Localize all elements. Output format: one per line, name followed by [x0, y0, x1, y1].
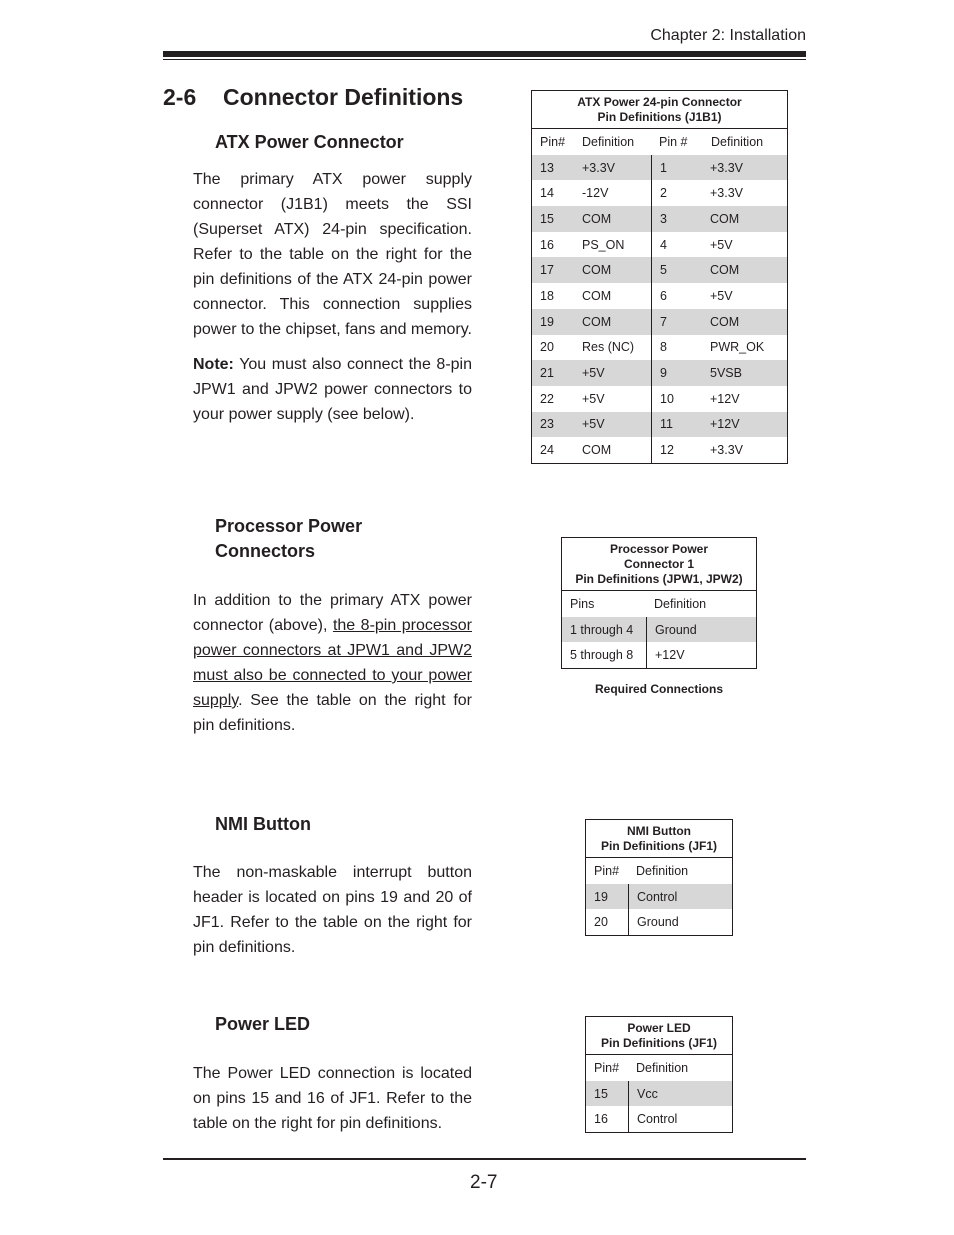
- atx-heading: ATX Power Connector: [215, 132, 404, 152]
- processor-table-row: [562, 642, 756, 668]
- atx-table-cell: 23: [540, 417, 554, 432]
- power-led-pin-table: [585, 1016, 733, 1133]
- nmi-table-row: [586, 884, 732, 910]
- chapter-header: Chapter 2: Installation: [650, 27, 806, 44]
- power-led-table-body: [586, 1081, 732, 1132]
- atx-table-row: [532, 155, 787, 181]
- atx-table-cell: COM: [582, 263, 612, 278]
- atx-table-row: [532, 386, 787, 412]
- atx-table-cell: 21: [540, 366, 554, 381]
- processor-table-cell: Ground: [655, 622, 697, 637]
- atx-table-cell: 22: [540, 391, 554, 406]
- nmi-table-caption: [586, 820, 732, 858]
- nmi-table-body: [586, 884, 732, 935]
- atx-note: [193, 352, 472, 427]
- atx-table-cell: +3.3V: [710, 443, 744, 458]
- atx-paragraph: The primary ATX power supply connector (J1B1) meets the SSI (Superset ATX) 24-pin specification. Refer to the table on the right for the pin definitions of the ATX 24-pin power connector. This connection supplies power to the chipset, fans and memory.: [193, 171, 472, 338]
- power-led-table-cell: Control: [637, 1112, 678, 1127]
- atx-table-cell: 7: [660, 314, 667, 329]
- atx-table-cell: PS_ON: [582, 237, 625, 252]
- nmi-paragraph: The non-maskable interrupt button header is located on pins 19 and 20 of JF1. Refer to the table on the right for pin definitions.: [193, 864, 472, 956]
- nmi-header-pin: Pin#: [594, 863, 620, 878]
- power-led-header-pin: Pin#: [594, 1060, 620, 1075]
- atx-table-cell: 9: [660, 366, 667, 381]
- atx-table-header: [532, 129, 787, 155]
- atx-table-cell: 18: [540, 288, 554, 303]
- note-label: Note:: [193, 356, 234, 373]
- processor-para-underlined: the 8-pin processor power connectors at JPW1 and JPW2 must also be connected to your power supply: [193, 617, 472, 709]
- atx-table-cell: +3.3V: [710, 160, 744, 175]
- nmi-table-cell: 19: [594, 889, 608, 904]
- atx-header-pin1: Pin#: [540, 134, 566, 149]
- atx-table-cell: COM: [582, 443, 612, 458]
- atx-header-pin2: Pin #: [659, 134, 688, 149]
- atx-table-caption: [532, 91, 787, 129]
- atx-table-row: [532, 335, 787, 361]
- power-led-paragraph: The Power LED connection is located on pins 15 and 16 of JF1. Refer to the table on the right for pin definitions.: [193, 1065, 472, 1132]
- processor-heading-line1: Processor Power: [215, 516, 363, 536]
- atx-table-cell: 19: [540, 314, 554, 329]
- power-led-caption-line2: Pin Definitions (JF1): [600, 1036, 717, 1050]
- atx-table-cell: 13: [540, 160, 554, 175]
- atx-table-cell: PWR_OK: [710, 340, 765, 355]
- power-led-table-header: [586, 1055, 732, 1081]
- atx-table-row: [532, 309, 787, 335]
- atx-table-cell: 10: [660, 391, 674, 406]
- nmi-caption-line2: Pin Definitions (JF1): [600, 839, 717, 853]
- atx-table-cell: 5VSB: [710, 366, 742, 381]
- atx-table-cell: COM: [582, 288, 612, 303]
- power-led-table-cell: 16: [594, 1112, 608, 1127]
- atx-table-cell: +5V: [710, 237, 733, 252]
- processor-table-cell: 5 through 8: [570, 648, 634, 663]
- atx-table-cell: +3.3V: [582, 160, 616, 175]
- atx-table-cell: 11: [660, 417, 673, 432]
- nmi-table-row: [586, 909, 732, 935]
- section-number: 2-6: [163, 84, 197, 110]
- atx-table-cell: 8: [660, 340, 667, 355]
- processor-caption-line2: Connector 1: [623, 557, 694, 571]
- processor-table-caption: [562, 538, 756, 591]
- atx-header-def2: Definition: [711, 134, 764, 149]
- nmi-caption-line1: NMI Button: [627, 824, 691, 838]
- atx-table-cell: 3: [660, 211, 667, 226]
- nmi-table-cell: Control: [637, 889, 678, 904]
- processor-paragraph: [193, 588, 472, 738]
- header-rule: [163, 51, 806, 57]
- atx-caption-line1: ATX Power 24-pin Connector: [577, 95, 742, 109]
- section-title: [163, 84, 463, 111]
- atx-table-row: [532, 412, 787, 438]
- processor-header-def: Definition: [654, 596, 707, 611]
- atx-header-def1: Definition: [582, 134, 635, 149]
- nmi-pin-table: [585, 819, 733, 936]
- processor-header-pins: Pins: [570, 596, 595, 611]
- header-rule-thin: [163, 59, 806, 60]
- atx-table-row: [532, 232, 787, 258]
- atx-table-cell: COM: [582, 211, 612, 226]
- processor-heading: [215, 514, 362, 564]
- nmi-heading: NMI Button: [215, 814, 311, 834]
- power-led-table-caption: [586, 1017, 732, 1055]
- atx-table-row: [532, 437, 787, 463]
- atx-table-cell: +3.3V: [710, 186, 744, 201]
- processor-para-b: . See the table on the right for pin definitions.: [193, 692, 472, 734]
- atx-caption-line2: Pin Definitions (J1B1): [597, 110, 722, 124]
- atx-table-cell: 17: [540, 263, 554, 278]
- atx-table-cell: Res (NC): [582, 340, 635, 355]
- atx-table-cell: +5V: [582, 366, 605, 381]
- atx-table-row: [532, 206, 787, 232]
- atx-pin-table: [531, 90, 788, 464]
- atx-table-cell: 6: [660, 288, 667, 303]
- power-led-table-cell: 15: [594, 1086, 608, 1101]
- atx-table-cell: COM: [710, 314, 740, 329]
- atx-table-cell: 12: [660, 443, 674, 458]
- nmi-table-header: [586, 858, 732, 884]
- section-title-text: Connector Definitions: [223, 84, 464, 110]
- atx-table-cell: 20: [540, 340, 554, 355]
- atx-table-body: [532, 155, 787, 463]
- processor-table-cell: 1 through 4: [570, 622, 634, 637]
- atx-table-cell: 4: [660, 237, 667, 252]
- processor-table-header: [562, 591, 756, 617]
- processor-heading-line2: Connectors: [215, 541, 316, 561]
- atx-table-row: [532, 283, 787, 309]
- power-led-heading: Power LED: [215, 1014, 311, 1034]
- atx-table-cell: COM: [710, 263, 740, 278]
- note-text: You must also connect the 8-pin JPW1 and JPW2 power connectors to your power supply (see below).: [193, 356, 472, 423]
- nmi-header-def: Definition: [636, 863, 689, 878]
- atx-table-row: [532, 257, 787, 283]
- atx-table-cell: 15: [540, 211, 554, 226]
- processor-table-row: [562, 617, 756, 643]
- atx-table-cell: +12V: [710, 391, 740, 406]
- power-led-table-row: [586, 1106, 732, 1132]
- nmi-table-cell: Ground: [637, 915, 679, 930]
- processor-table-cell: +12V: [655, 648, 685, 663]
- atx-table-cell: 5: [660, 263, 667, 278]
- power-led-header-def: Definition: [636, 1060, 689, 1075]
- page-number: 2-7: [470, 1172, 498, 1193]
- atx-table-cell: -12V: [582, 186, 609, 201]
- atx-table-cell: +5V: [710, 288, 733, 303]
- nmi-table-cell: 20: [594, 915, 608, 930]
- footer-rule: [163, 1158, 806, 1160]
- atx-table-cell: +5V: [582, 391, 605, 406]
- atx-table-cell: 16: [540, 237, 554, 252]
- atx-table-row: [532, 360, 787, 386]
- processor-table-body: [562, 617, 756, 668]
- atx-table-cell: 2: [660, 186, 667, 201]
- atx-table-row: [532, 180, 787, 206]
- processor-pin-table: [561, 537, 757, 669]
- atx-table-cell: COM: [582, 314, 612, 329]
- power-led-table-cell: Vcc: [637, 1086, 658, 1101]
- atx-table-cell: 24: [540, 443, 554, 458]
- atx-table-cell: +5V: [582, 417, 605, 432]
- atx-table-cell: COM: [710, 211, 740, 226]
- processor-para-a: In addition to the primary ATX power connector (above),: [193, 592, 472, 634]
- atx-table-cell: 1: [660, 160, 667, 175]
- atx-table-cell: 14: [540, 186, 554, 201]
- processor-caption-line3: Pin Definitions (JPW1, JPW2): [575, 572, 743, 586]
- processor-caption-line1: Processor Power: [609, 542, 709, 556]
- power-led-caption-line1: Power LED: [627, 1021, 691, 1035]
- required-connections-caption: Required Connections: [594, 682, 723, 696]
- atx-table-cell: +12V: [710, 417, 740, 432]
- power-led-table-row: [586, 1081, 732, 1107]
